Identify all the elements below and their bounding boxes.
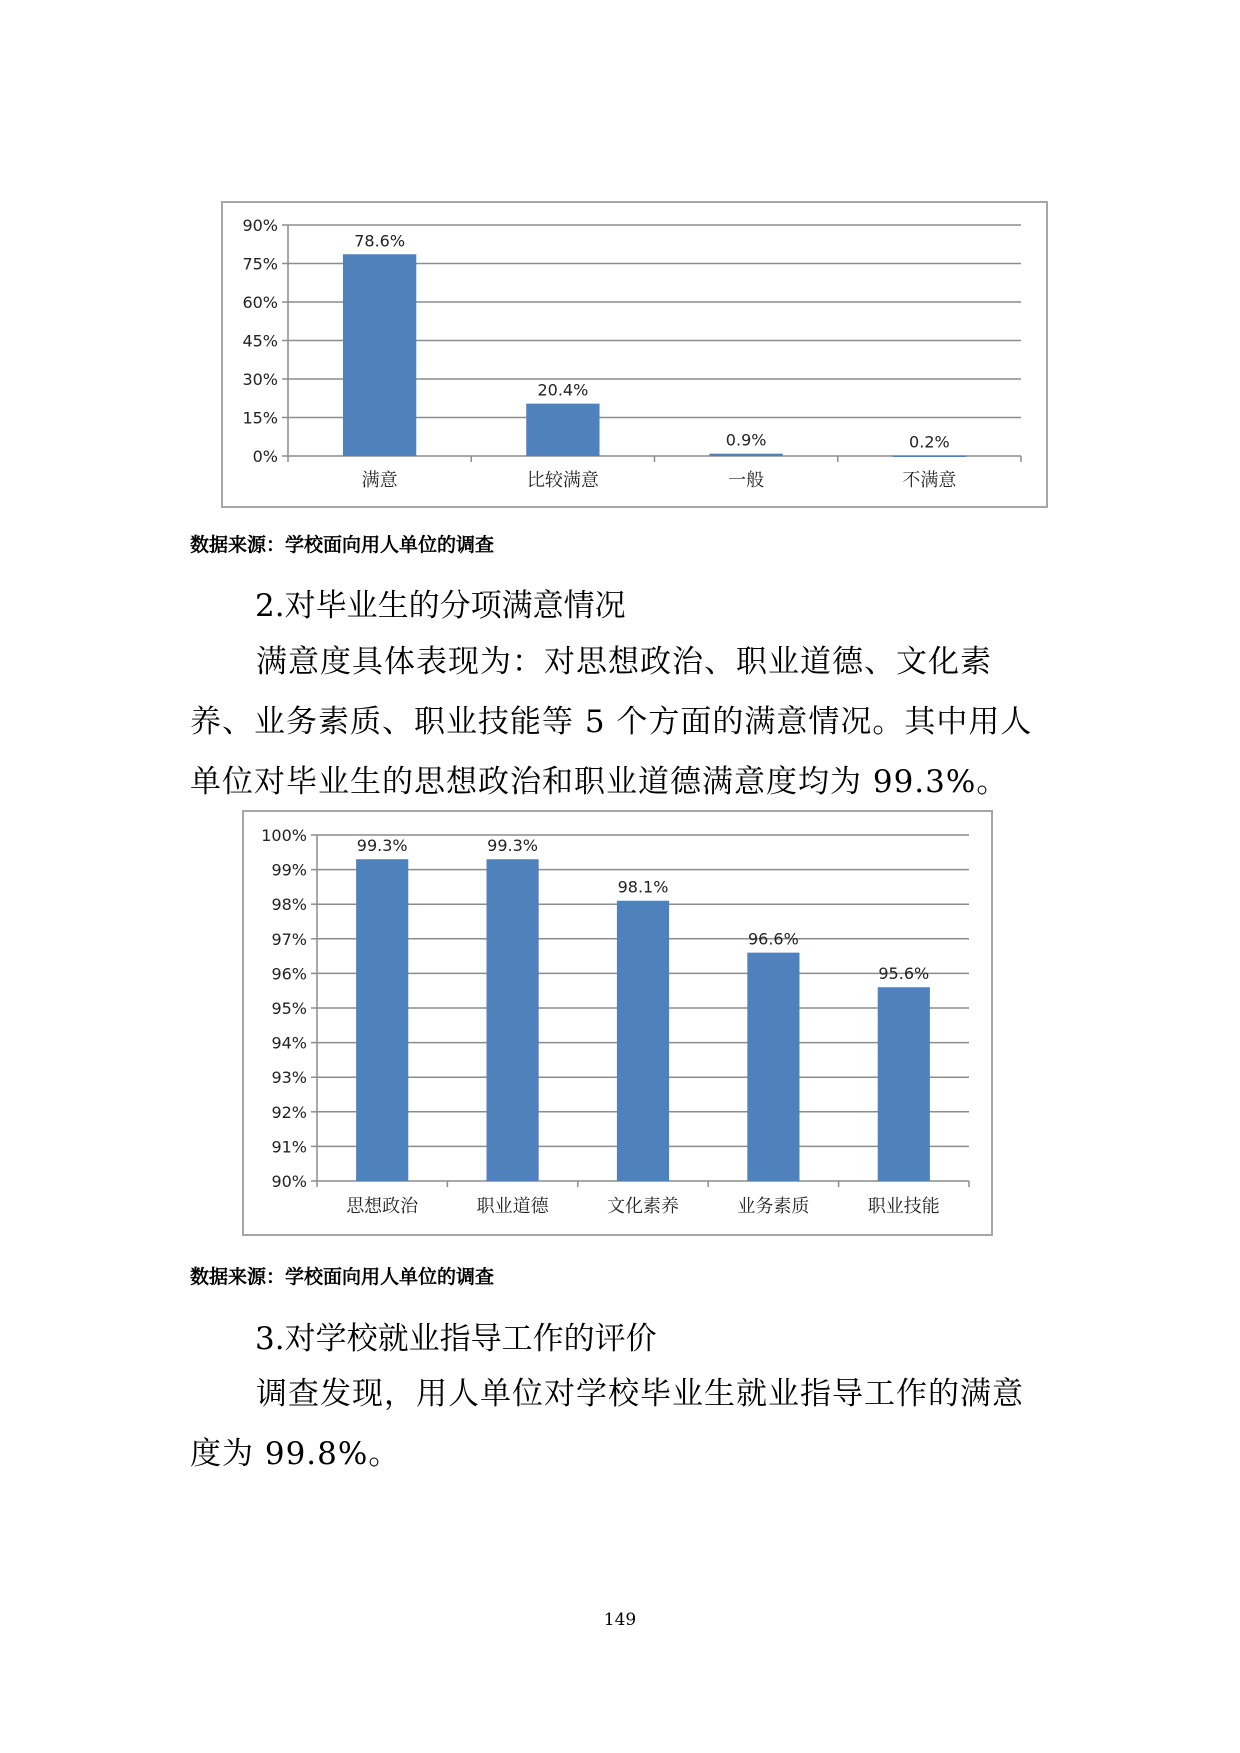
data-label: 98.1% — [617, 877, 669, 897]
y-tick-label: 60% — [242, 293, 278, 312]
category-label: 满意 — [361, 470, 398, 491]
y-tick-label: 98% — [271, 895, 307, 915]
y-tick-label: 93% — [271, 1068, 307, 1088]
y-tick-label: 99% — [271, 860, 307, 880]
y-tick-label: 45% — [242, 331, 278, 351]
data-label: 99.3% — [487, 836, 539, 856]
page-number: 149 — [603, 1610, 637, 1630]
y-tick-label: 92% — [271, 1102, 307, 1122]
y-tick-label: 95% — [271, 999, 307, 1018]
data-source-note: 数据来源：学校面向用人单位的调查 — [190, 534, 495, 556]
data-label: 20.4% — [537, 380, 589, 400]
y-tick-label: 91% — [271, 1137, 307, 1157]
satisfaction-chart — [221, 201, 1048, 508]
data-label: 95.6% — [878, 964, 930, 984]
bar — [893, 455, 966, 457]
bar — [709, 454, 782, 456]
category-label: 职业技能 — [867, 1196, 940, 1217]
satisfaction-chart-svg — [223, 203, 1046, 506]
data-label: 0.9% — [725, 430, 767, 450]
bar — [617, 901, 669, 1181]
y-tick-label: 90% — [242, 216, 278, 235]
y-tick-label: 15% — [242, 408, 278, 428]
bar — [356, 859, 408, 1181]
section-heading-2: 2.对毕业生的分项满意情况 — [255, 588, 626, 624]
bar — [878, 987, 930, 1181]
bar — [343, 254, 416, 456]
category-label: 文化素养 — [607, 1196, 679, 1217]
paragraph-item-satisfaction: 满意度具体表现为：对思想政治、职业道德、文化素养、业务素质、职业技能等 5 个方面的满意情况。其中用人单位对毕业生的思想政治和职业道德满意度均为 99.3%。 — [190, 644, 1033, 800]
y-tick-label: 30% — [242, 370, 278, 389]
category-label: 思想政治 — [346, 1196, 419, 1217]
data-label: 96.6% — [747, 929, 799, 949]
section-heading-3: 3.对学校就业指导工作的评价 — [255, 1321, 657, 1357]
y-tick-label: 75% — [242, 254, 278, 274]
y-tick-label: 94% — [271, 1033, 307, 1053]
category-label: 职业道德 — [476, 1196, 549, 1217]
item-satisfaction-chart — [242, 810, 993, 1236]
data-source-note-2: 数据来源：学校面向用人单位的调查 — [190, 1266, 495, 1288]
y-tick-label: 100% — [261, 826, 307, 845]
y-tick-label: 90% — [271, 1172, 307, 1191]
bar — [526, 404, 599, 456]
data-label: 0.2% — [909, 432, 950, 452]
paragraph-guidance-evaluation: 调查发现，用人单位对学校毕业生就业指导工作的满意度为 99.8%。 — [190, 1376, 1024, 1472]
category-label: 一般 — [728, 470, 765, 491]
bar — [487, 859, 539, 1181]
data-label: 99.3% — [356, 836, 408, 856]
category-label: 比较满意 — [526, 470, 599, 491]
y-tick-label: 0% — [252, 447, 278, 466]
data-label: 78.6% — [354, 231, 406, 251]
y-tick-label: 96% — [271, 964, 307, 984]
category-label: 不满意 — [902, 470, 957, 491]
item-satisfaction-chart-svg — [244, 812, 991, 1234]
bar — [747, 953, 799, 1181]
y-tick-label: 97% — [271, 929, 307, 949]
category-label: 业务素质 — [737, 1196, 810, 1217]
